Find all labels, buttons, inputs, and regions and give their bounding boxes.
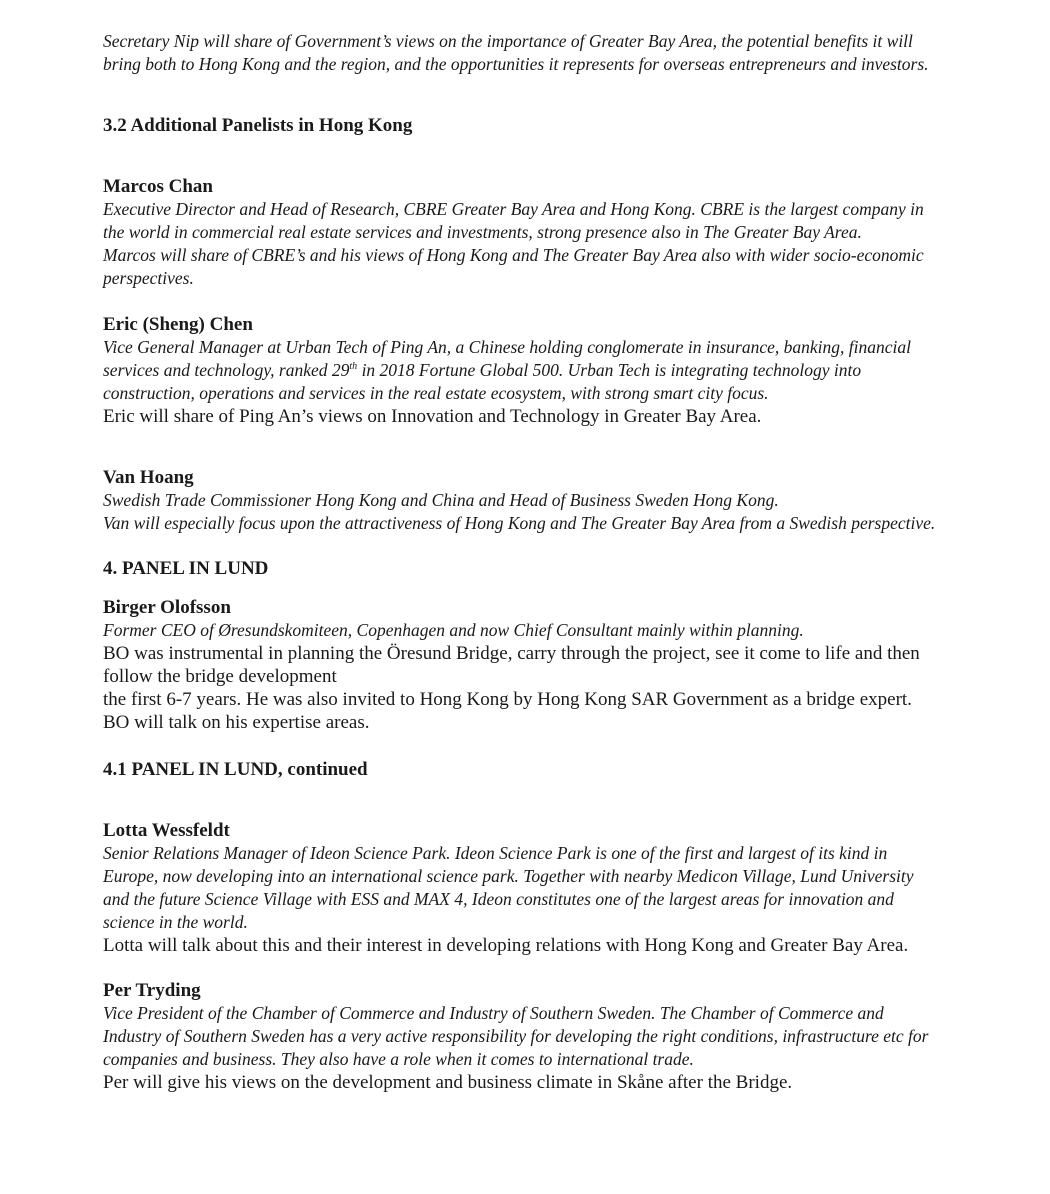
panelist-per-tryding bbox=[103, 979, 943, 1094]
panelist-role: Vice President of the Chamber of Commerce and Industry of Southern Sweden. The Chamber of Commerce and Industry of Southern Sweden has a very active responsibility for developing the right conditions, infrastructure etc for companies and business. They also have a role when it comes to international trade. bbox=[103, 1003, 929, 1069]
panelist-role: Vice General Manager at Urban Tech of Ping An, a Chinese holding conglomerate in insurance, banking, financial services and technology, ranked 29th in 2018 Fortune Global 500. Urban Tech is integrating technology into construction, operations and services in the real estate ecosystem, with strong smart city focus. bbox=[103, 337, 911, 403]
panelist-name: Van Hoang bbox=[103, 467, 194, 488]
document-page bbox=[103, 30, 943, 1094]
panelist-name: Birger Olofsson bbox=[103, 597, 231, 618]
panelist-name: Eric (Sheng) Chen bbox=[103, 314, 253, 335]
panelist-role: Swedish Trade Commissioner Hong Kong and China and Head of Business Sweden Hong Kong. bbox=[103, 490, 779, 510]
panelist-role: Executive Director and Head of Research, CBRE Greater Bay Area and Hong Kong. CBRE is the largest company in the world in commercial real estate services and investments, strong presence also in The Greater Bay Area. bbox=[103, 199, 924, 242]
panelist-van-hoang bbox=[103, 466, 943, 535]
panelist-role: Senior Relations Manager of Ideon Science Park. Ideon Science Park is one of the first and largest of its kind in Europe, now developing into an international science park. Together with nearby Medicon Village, Lund University and the future Science Village with ESS and MAX 4, Ideon constitutes one of the largest areas for innovation and science in the world. bbox=[103, 843, 914, 932]
section-heading-3-2: 3.2 Additional Panelists in Hong Kong bbox=[103, 115, 413, 136]
panelist-lotta-wessfeldt bbox=[103, 819, 943, 957]
panelist-eric-chen bbox=[103, 313, 943, 428]
intro-paragraph: Secretary Nip will share of Government’s views on the importance of Greater Bay Area, the potential benefits it will bring both to Hong Kong and the region, and the opportunities it represents for overseas entrepreneurs and investors. bbox=[103, 31, 929, 74]
panelist-talk: Per will give his views on the development and business climate in Skåne after the Bridge. bbox=[103, 1072, 793, 1093]
panelist-talk: Lotta will talk about this and their interest in developing relations with Hong Kong and Greater Bay Area. bbox=[103, 935, 909, 956]
panelist-name: Marcos Chan bbox=[103, 176, 213, 197]
panelist-talk-2: the first 6-7 years. He was also invited to Hong Kong by Hong Kong SAR Government as a bridge expert. BO will talk on his expertise areas. bbox=[103, 689, 912, 733]
panelist-talk: Marcos will share of CBRE’s and his views of Hong Kong and The Greater Bay Area also with wider socio-economic perspectives. bbox=[103, 245, 924, 288]
panelist-marcos-chan bbox=[103, 175, 943, 290]
panelist-name: Per Tryding bbox=[103, 980, 201, 1001]
panelist-name: Lotta Wessfeldt bbox=[103, 820, 230, 841]
panelist-talk: Van will especially focus upon the attractiveness of Hong Kong and The Greater Bay Area from a Swedish perspective. bbox=[103, 513, 936, 533]
panelist-talk: Eric will share of Ping An’s views on Innovation and Technology in Greater Bay Area. bbox=[103, 406, 762, 427]
section-heading-4: 4. PANEL IN LUND bbox=[103, 558, 269, 579]
panelist-talk-1: BO was instrumental in planning the Öresund Bridge, carry through the project, see it come to life and then follow the bridge development bbox=[103, 643, 920, 687]
section-heading-4-1: 4.1 PANEL IN LUND, continued bbox=[103, 759, 368, 780]
panelist-birger-olofsson bbox=[103, 596, 943, 734]
panelist-role: Former CEO of Øresundskomiteen, Copenhagen and now Chief Consultant mainly within planning. bbox=[103, 620, 804, 640]
